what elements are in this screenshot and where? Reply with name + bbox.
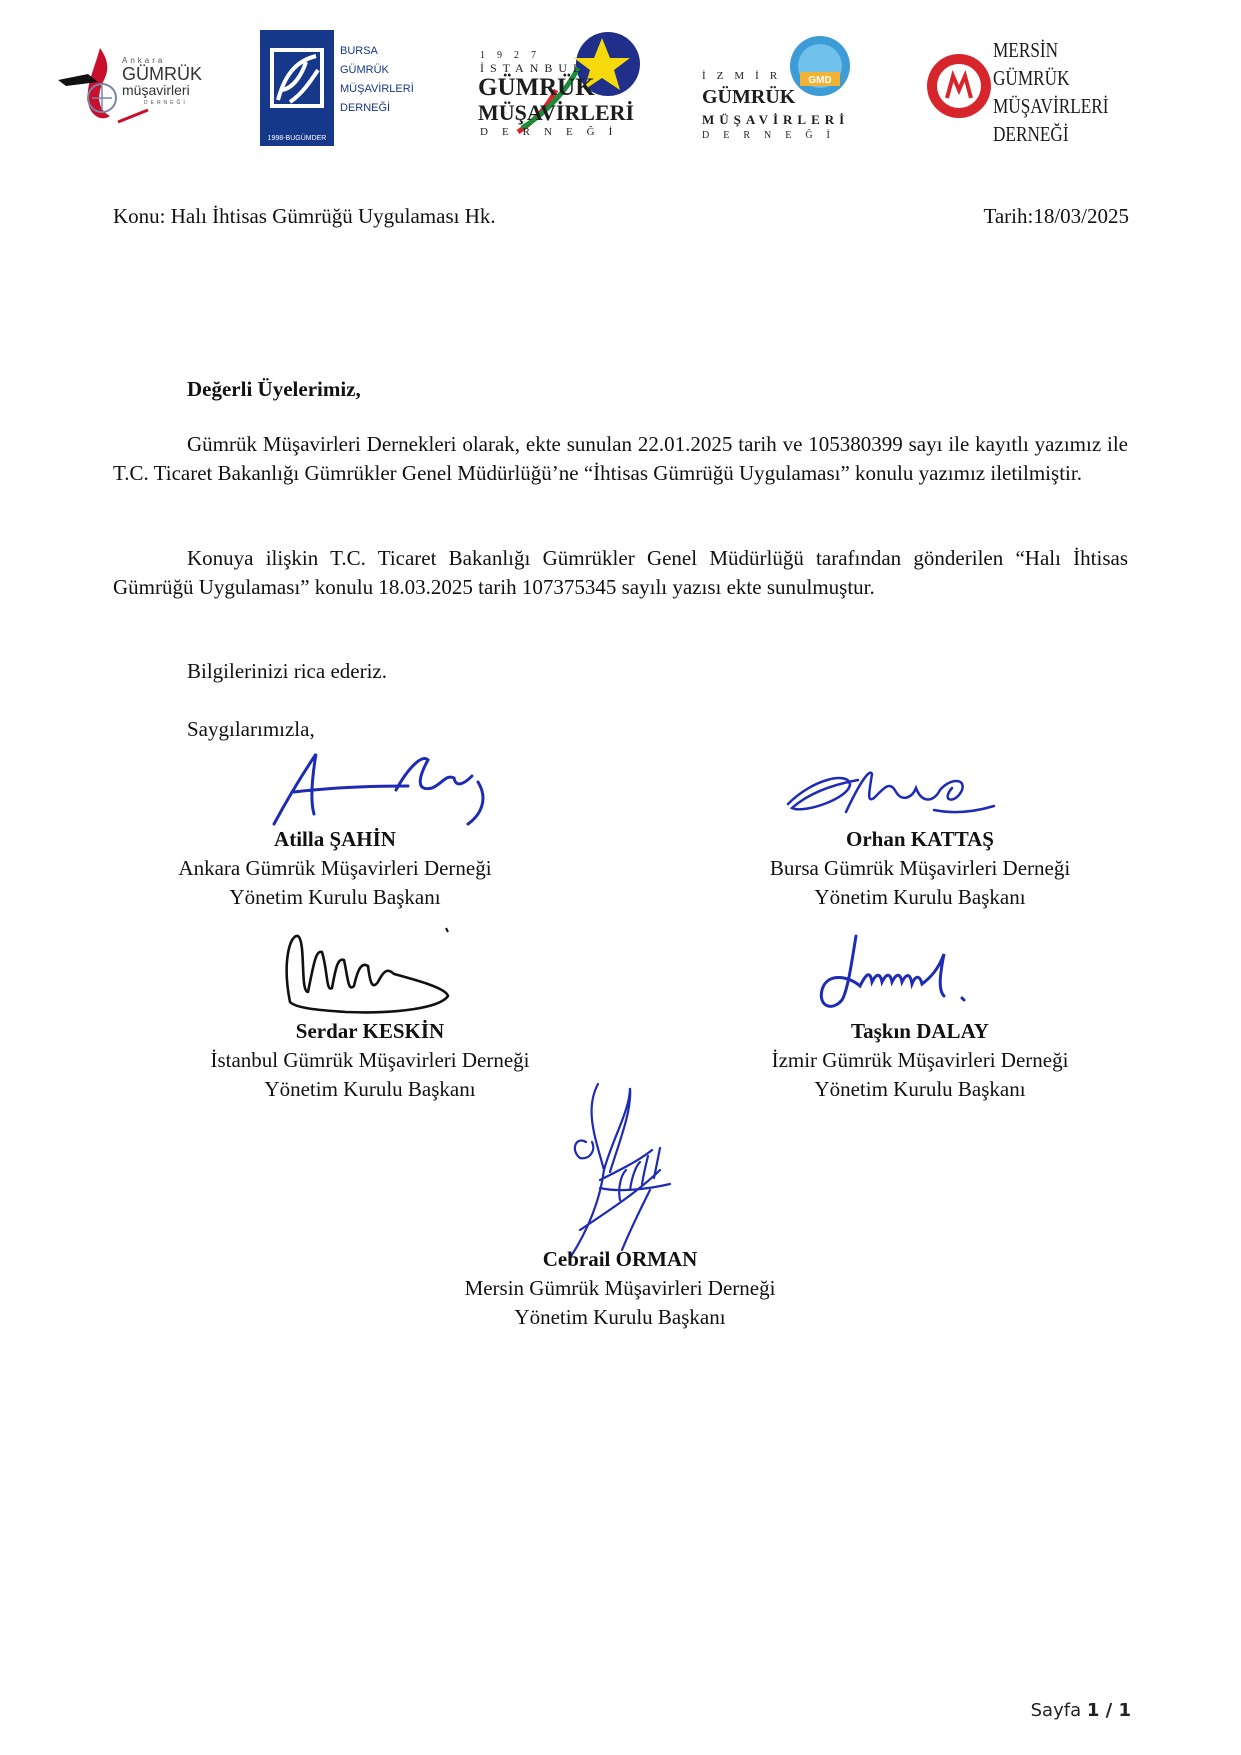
- signatory-title: Yönetim Kurulu Başkanı: [264, 1077, 476, 1101]
- signatory-organization: Ankara Gümrük Müşavirleri Derneği: [178, 856, 492, 880]
- letter-closing: Bilgilerinizi rica ederiz.: [187, 659, 387, 683]
- signature-cebrail-orman: [560, 1080, 710, 1270]
- letter-date: Tarih:18/03/2025: [983, 204, 1129, 228]
- signatory-block: [420, 1245, 820, 1332]
- signature-atilla-sahin: [268, 748, 498, 828]
- letter-paragraph-2: Konuya ilişkin T.C. Ticaret Bakanlığı Gümrükler Genel Müdürlüğü tarafından gönderilen “Halı İhtisas Gümrüğü Uygulaması” konulu 18.03.2025 tarih 107375345 sayılı yazısı ekte sunulmuştur.: [113, 546, 1128, 599]
- signatory-title: Yönetim Kurulu Başkanı: [229, 885, 441, 909]
- signatory-name: Taşkın DALAY: [851, 1019, 989, 1043]
- signatory-block: [730, 825, 1110, 912]
- izmir-logo-line2: MÜŞAVİRLERİ: [702, 112, 850, 127]
- mersin-logo-line: DERNEĞİ: [993, 122, 1069, 146]
- izmir-logo-line3: DERNEĞİ: [702, 130, 844, 141]
- signatory-organization: İzmir Gümrük Müşavirleri Derneği: [771, 1048, 1069, 1072]
- istanbul-logo-line1: GÜMRÜK: [478, 74, 595, 101]
- signatory-name: Orhan KATTAŞ: [845, 827, 994, 851]
- bursa-logo-line: GÜMRÜK: [340, 64, 389, 76]
- mersin-logo-text: [993, 36, 1108, 148]
- bursa-emblem: [260, 30, 334, 146]
- signatory-block: [135, 825, 535, 912]
- mersin-logo-line: MERSİN: [993, 38, 1059, 62]
- bursa-emblem-icon: [260, 30, 334, 146]
- izmir-logo: [700, 28, 860, 146]
- signatory-block: [730, 1017, 1110, 1104]
- page-number: [1031, 1700, 1131, 1721]
- letter-regards: Saygılarımızla,: [187, 717, 315, 741]
- mersin-logo-line: GÜMRÜK: [993, 66, 1070, 90]
- bursa-caption: 1998-BUGÜMDER: [267, 135, 327, 142]
- signature-taskin-dalay: [812, 930, 982, 1022]
- ankara-logo-line3: DERNEĞİ: [144, 100, 188, 106]
- signatory-block: [170, 1017, 570, 1104]
- signatory-organization: Bursa Gümrük Müşavirleri Derneği: [769, 856, 1071, 880]
- signatory-organization: Mersin Gümrük Müşavirleri Derneği: [464, 1276, 776, 1300]
- mersin-emblem-icon: [925, 28, 993, 146]
- izmir-logo-line1: GÜMRÜK: [702, 86, 796, 108]
- mersin-logo-line: MÜŞAVİRLERİ: [993, 94, 1109, 118]
- istanbul-logo: [478, 28, 653, 146]
- letter-salutation: Değerli Üyelerimiz,: [187, 377, 361, 401]
- ankara-logo: [58, 40, 218, 130]
- izmir-badge: GMD: [808, 75, 832, 86]
- page-number-label: Sayfa: [1030, 1700, 1082, 1721]
- signatory-organization: İstanbul Gümrük Müşavirleri Derneği: [210, 1048, 530, 1072]
- istanbul-logo-line2: MÜŞAVİRLERİ: [478, 100, 635, 125]
- signatory-title: Yönetim Kurulu Başkanı: [814, 885, 1026, 909]
- bursa-logo-text: [340, 42, 414, 118]
- signature-serdar-keskin: [276, 922, 456, 1018]
- ankara-logo-line1: GÜMRÜK: [122, 64, 202, 84]
- istanbul-logo-line3: DERNEĞİ: [480, 126, 627, 138]
- izmir-logo-city: İZMİR: [702, 70, 789, 82]
- ankara-logo-line2: müşavirleri: [122, 82, 190, 98]
- letter-paragraph-1: Gümrük Müşavirleri Dernekleri olarak, ekte sunulan 22.01.2025 tarih ve 105380399 sayı ile kayıtlı yazımız ile T.C. Ticaret Bakanlığı Gümrükler Genel Müdürlüğü’ne “İhtisas Gümrüğü Uygulaması” konulu yazımız iletilmiştir.: [113, 432, 1128, 485]
- mersin-logo: [925, 28, 1115, 146]
- bursa-logo: [260, 30, 412, 146]
- letter-subject: Konu: Halı İhtisas Gümrüğü Uygulaması Hk.: [113, 204, 496, 228]
- signatory-name: Atilla ŞAHİN: [274, 827, 396, 851]
- signatory-title: Yönetim Kurulu Başkanı: [814, 1077, 1026, 1101]
- page-number-value: 1 / 1: [1086, 1700, 1131, 1721]
- signatory-title: Yönetim Kurulu Başkanı: [514, 1305, 726, 1329]
- signatory-name: Serdar KESKİN: [295, 1019, 445, 1043]
- istanbul-logo-year: 1927: [480, 50, 548, 61]
- signatory-name: Cebrail ORMAN: [542, 1247, 698, 1271]
- bursa-logo-line: BURSA: [340, 45, 378, 57]
- ankara-logo-city: Ankara: [122, 56, 166, 65]
- bursa-logo-line: DERNEĞİ: [340, 102, 391, 114]
- signature-orhan-kattas: [784, 758, 1004, 828]
- bursa-logo-line: MÜŞAVİRLERİ: [340, 83, 414, 95]
- istanbul-logo-city: İSTANBUL: [480, 61, 587, 75]
